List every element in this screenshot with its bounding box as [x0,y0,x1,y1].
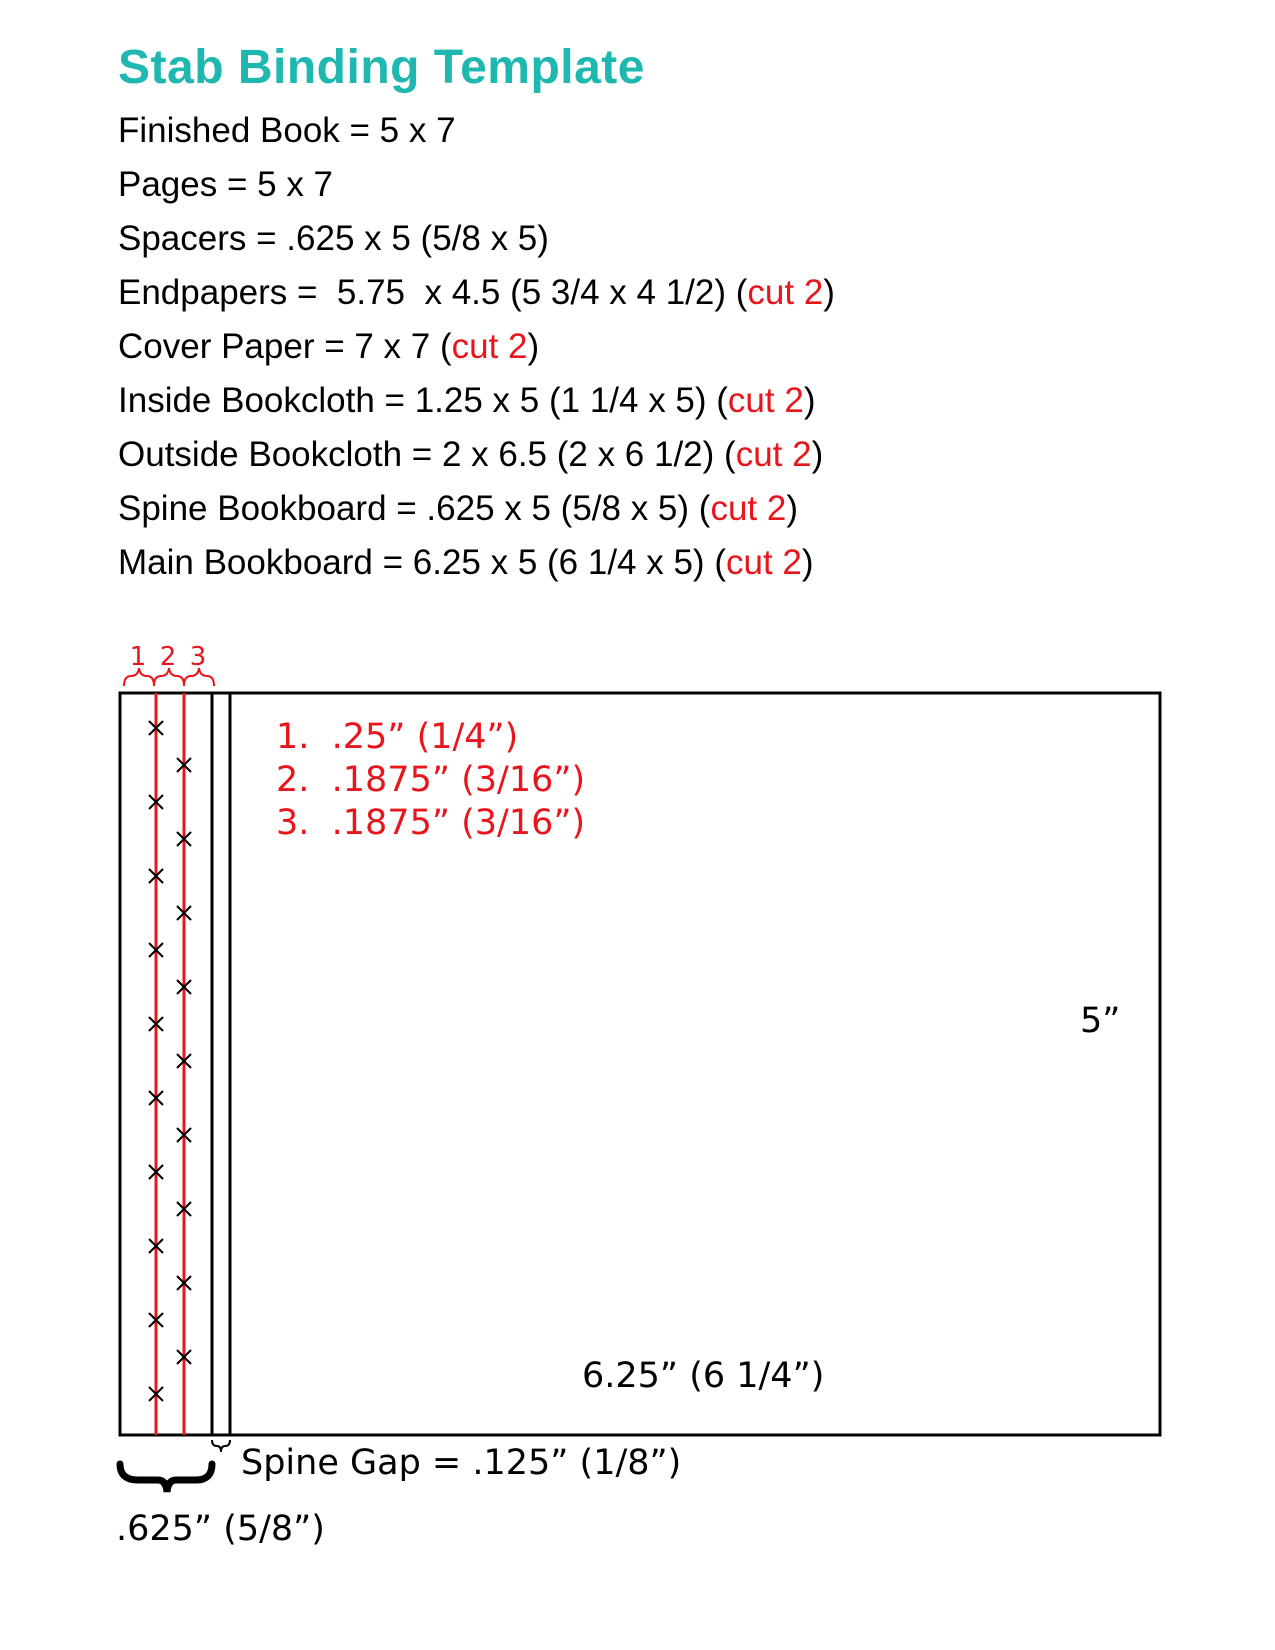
width-label: 6.25” (6 1/4”) [582,1356,825,1396]
spine-gap-label: Spine Gap = .125” (1/8”) [241,1443,682,1483]
cut-count: cut 2 [747,273,824,312]
spec-item: Endpapers = 5.75 x 4.5 (5 3/4 x 4 1/2) (cut 2) [118,273,835,312]
spec-item: Spine Bookboard = .625 x 5 (5/8 x 5) (cut 2) [118,489,798,528]
column-braces [124,668,214,686]
spec-item: Outside Bookcloth = 2 x 6.5 (2 x 6 1/2) (cut 2) [118,435,824,474]
column-number-3: 3 [189,642,207,672]
page-title: Stab Binding Template [118,41,645,94]
spec-item: Pages = 5 x 7 [118,165,334,204]
measurement-3: 3. .1875” (3/16”) [276,803,586,843]
column-number-1: 1 [129,642,147,672]
brace-2 [154,668,184,686]
brace-3 [184,668,214,686]
cut-count: cut 2 [735,435,812,474]
spine-width-label: .625” (5/8”) [116,1509,325,1549]
cut-count: cut 2 [727,381,804,420]
cut-count: cut 2 [710,489,787,528]
spec-item: Inside Bookcloth = 1.25 x 5 (1 1/4 x 5) (cut 2) [118,381,816,420]
spec-item: Finished Book = 5 x 7 [118,111,456,150]
spec-item: Cover Paper = 7 x 7 (cut 2) [118,327,540,366]
measurement-2: 2. .1875” (3/16”) [276,760,586,800]
spine-width-brace [120,1464,212,1492]
brace-1 [124,668,154,686]
height-label: 5” [1080,1001,1121,1041]
measurement-1: 1. .25” (1/4”) [276,717,519,757]
cut-count: cut 2 [725,543,802,582]
column-number-2: 2 [159,642,177,672]
cut-count: cut 2 [451,327,528,366]
spine-gap-brace [212,1440,230,1452]
spec-item: Main Bookboard = 6.25 x 5 (6 1/4 x 5) (cut 2) [118,543,814,582]
spec-item: Spacers = .625 x 5 (5/8 x 5) [118,219,549,258]
